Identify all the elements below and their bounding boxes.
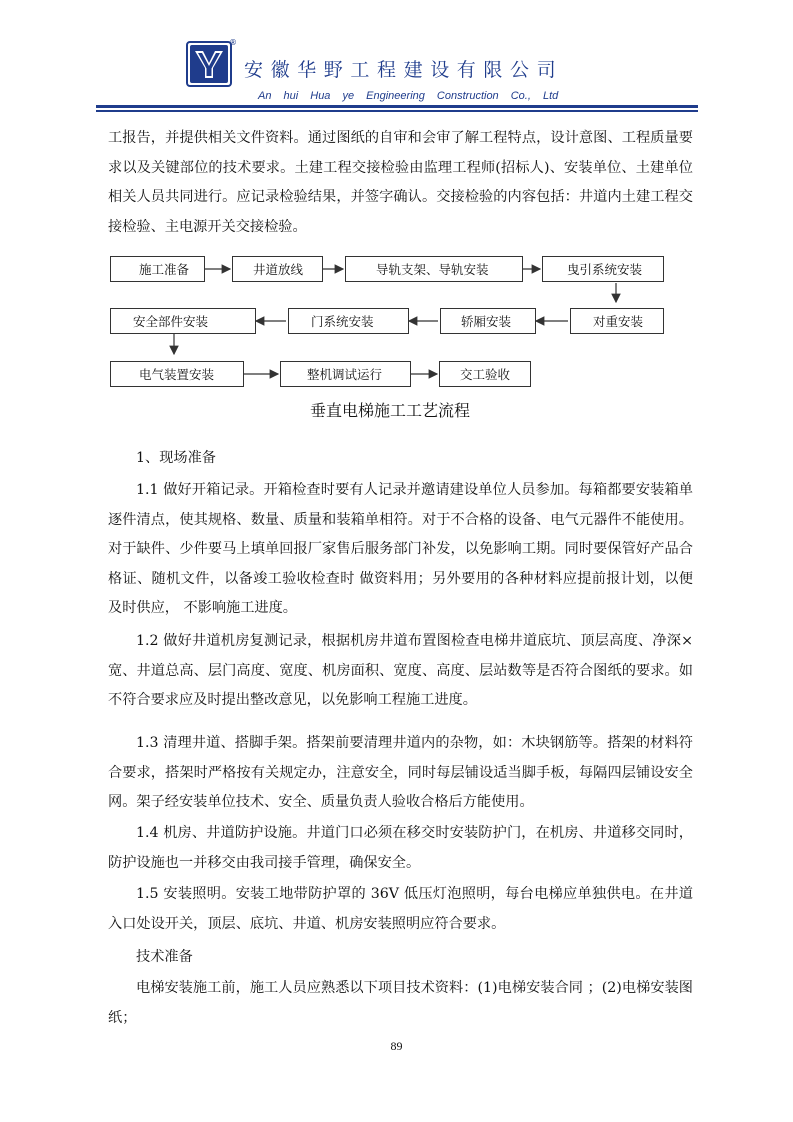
flow-step-3: 导轨支架、导轨安装 (345, 256, 523, 282)
flow-step-9: 电气装置安装 (110, 361, 244, 387)
header-rule-thick (96, 105, 698, 108)
company-name-en: An hui Hua ye Engineering Construction Co., Ltd (258, 90, 559, 102)
company-name-cn: 安徽华野工程建设有限公司 (244, 59, 564, 81)
yuanye-logo-icon (186, 41, 232, 87)
section-1-4: 1.4 机房、井道防护设施。井道门口必须在移交时安装防护门，在机房、井道移交同时，防护设施也一并移交由我司接手管理，确保安全。 (108, 825, 693, 871)
flow-step-6: 轿厢安装 (440, 308, 536, 334)
section-2-text: 电梯安装施工前，施工人员应熟悉以下项目技术资料：(1)电梯安装合同 ；(2)电梯安装图纸； (108, 980, 693, 1026)
flow-step-8: 安全部件安装 (110, 308, 256, 334)
section-1-1: 1.1 做好开箱记录。开箱检查时要有人记录并邀请建设单位人员参加。每箱都要安装箱单逐件清点，使其规格、数量、质量和装箱单相符。对于不合格的设备、电气元器件不能使用。对于缺件、少件要马上填单回报厂家售后服务部门补发，以免影响工期。同时要保管好产品合格证、随机文件，以备竣工验收检查时 做资料用；另外要用的各种材料应提前报计划，以便及时供应， 不影响施工进度。 (108, 482, 693, 616)
section-1-5: 1.5 安装照明。安装工地带防护罩的 36V 低压灯泡照明，每台电梯应单独供电。在井道入口处设开关，顶层、底坑、井道、机房安装照明应符合要求。 (108, 886, 693, 932)
page-header (0, 0, 793, 115)
intro-paragraph: 工报告，并提供相关文件资料。通过图纸的自审和会审了解工程特点，设计意图、工程质量要求以及关键部位的技术要求。土建工程交接检验由监理工程师(招标人)、安装单位、土建单位相关人员共同进行。应记录检验结果，并签字确认。交接检验的内容包括：井道内土建工程交接检验、主电源开关交接检验。 (108, 130, 693, 235)
flow-step-7: 门系统安装 (288, 308, 409, 334)
section-1-3: 1.3 清理井道、搭脚手架。搭架前要清理井道内的杂物，如：木块钢筋等。搭架的材料符合要求，搭架时严格按有关规定办，注意安全，同时每层铺设适当脚手板，每隔四层铺设安全网。架子经安装单位技术、安全、质量负责人验收合格后方能使用。 (108, 735, 693, 810)
flow-step-2: 井道放线 (232, 256, 323, 282)
section-2-heading: 技术准备 (136, 949, 193, 965)
flow-step-11: 交工验收 (439, 361, 531, 387)
section-1-heading: 1、现场准备 (136, 450, 216, 466)
flowchart-title: 垂直电梯施工工艺流程 (310, 401, 471, 420)
page-number: 89 (390, 1039, 403, 1053)
flow-step-1: 施工准备 (110, 256, 205, 282)
header-rule-thin (96, 110, 698, 112)
flow-step-5: 对重安装 (570, 308, 664, 334)
registered-mark: ® (229, 38, 237, 47)
flow-step-10: 整机调试运行 (280, 361, 411, 387)
section-1-2: 1.2 做好井道机房复测记录，根据机房井道布置图检查电梯井道底坑、顶层高度、净深×宽、井道总高、层门高度、宽度、机房面积、宽度、高度、层站数等是否符合图纸的要求。如不符合要求应及时提出整改意见，以免影响工程施工进度。 (108, 633, 693, 708)
flow-step-4: 曳引系统安装 (542, 256, 664, 282)
process-flowchart (108, 252, 693, 422)
